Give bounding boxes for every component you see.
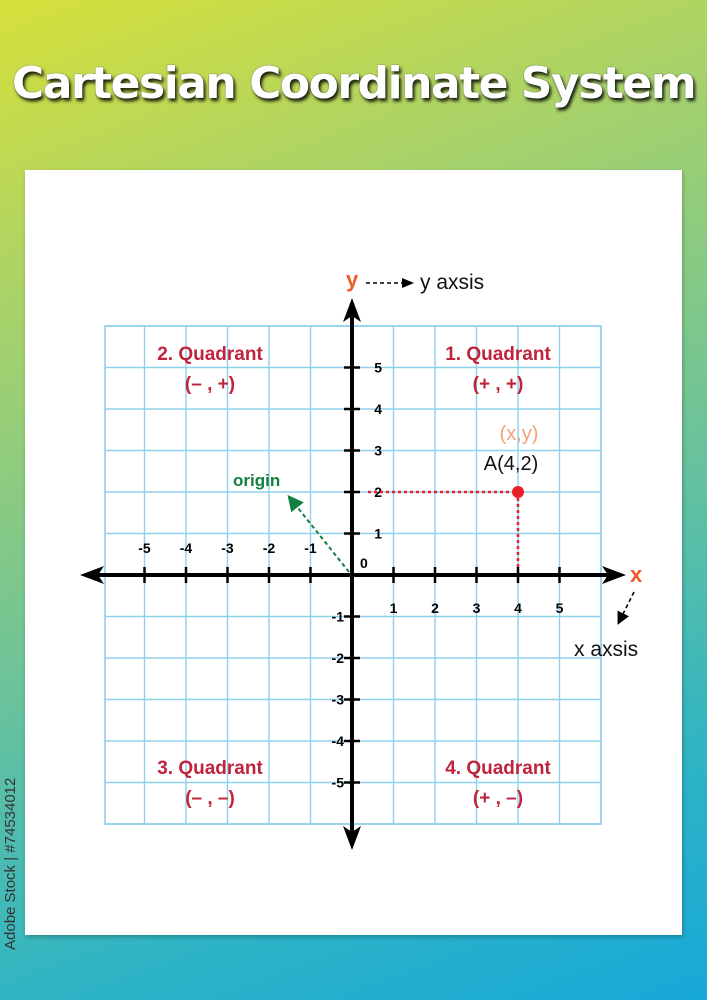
stock-credit: Adobe Stock | #74534012 [2, 777, 19, 950]
page-title: Cartesian Coordinate System [11, 58, 696, 109]
quadrant-1-label: 1. Quadrant [445, 344, 551, 365]
y-tick-label: 5 [374, 359, 382, 376]
y-tick-label: -5 [331, 774, 344, 791]
y-tick-label: -3 [331, 691, 344, 708]
y-tick-label: 1 [374, 525, 382, 542]
y-axis-letter: y [346, 267, 359, 292]
point-vars-label: (x,y) [499, 423, 539, 445]
x-tick-label: -4 [179, 540, 193, 556]
point-a-marker [512, 486, 524, 498]
x-tick-label: 2 [431, 600, 439, 616]
zero-label: 0 [360, 555, 368, 571]
x-tick-label: 3 [472, 600, 481, 616]
origin-arrow [290, 498, 349, 572]
x-tick-label: -5 [138, 540, 151, 556]
x-axis-letter: x [630, 562, 643, 587]
y-caption-arrowhead [402, 278, 414, 288]
y-tick-label: -1 [331, 608, 344, 625]
origin-label: origin [233, 471, 281, 490]
quadrant-3-label: 3. Quadrant [157, 758, 263, 779]
quadrant-2-signs: (– , +) [184, 374, 236, 395]
quadrant-2-label: 2. Quadrant [157, 344, 263, 365]
x-tick-label: -2 [262, 540, 276, 556]
quadrant-3-signs: (– , –) [185, 788, 235, 809]
point-a-label: A(4,2) [483, 453, 539, 475]
x-tick-label: 4 [514, 600, 522, 616]
quadrant-1-signs: (+ , +) [472, 374, 524, 395]
y-tick-label: 3 [374, 442, 382, 459]
y-axis-caption: y axsis [420, 271, 485, 294]
y-tick-label: -2 [331, 650, 344, 666]
x-tick-label: 5 [555, 600, 564, 616]
x-tick-label: -1 [304, 540, 317, 556]
y-tick-label: -4 [331, 733, 344, 749]
quadrant-4-label: 4. Quadrant [445, 758, 551, 779]
x-tick-label: 1 [389, 600, 398, 616]
x-axis-caption: x axsis [574, 638, 639, 661]
y-tick-label: 4 [374, 401, 382, 417]
y-tick-label: 2 [374, 484, 382, 500]
quadrant-4-signs: (+ , –) [472, 788, 524, 809]
x-caption-arrow [619, 592, 634, 622]
x-tick-label: -3 [221, 540, 234, 556]
